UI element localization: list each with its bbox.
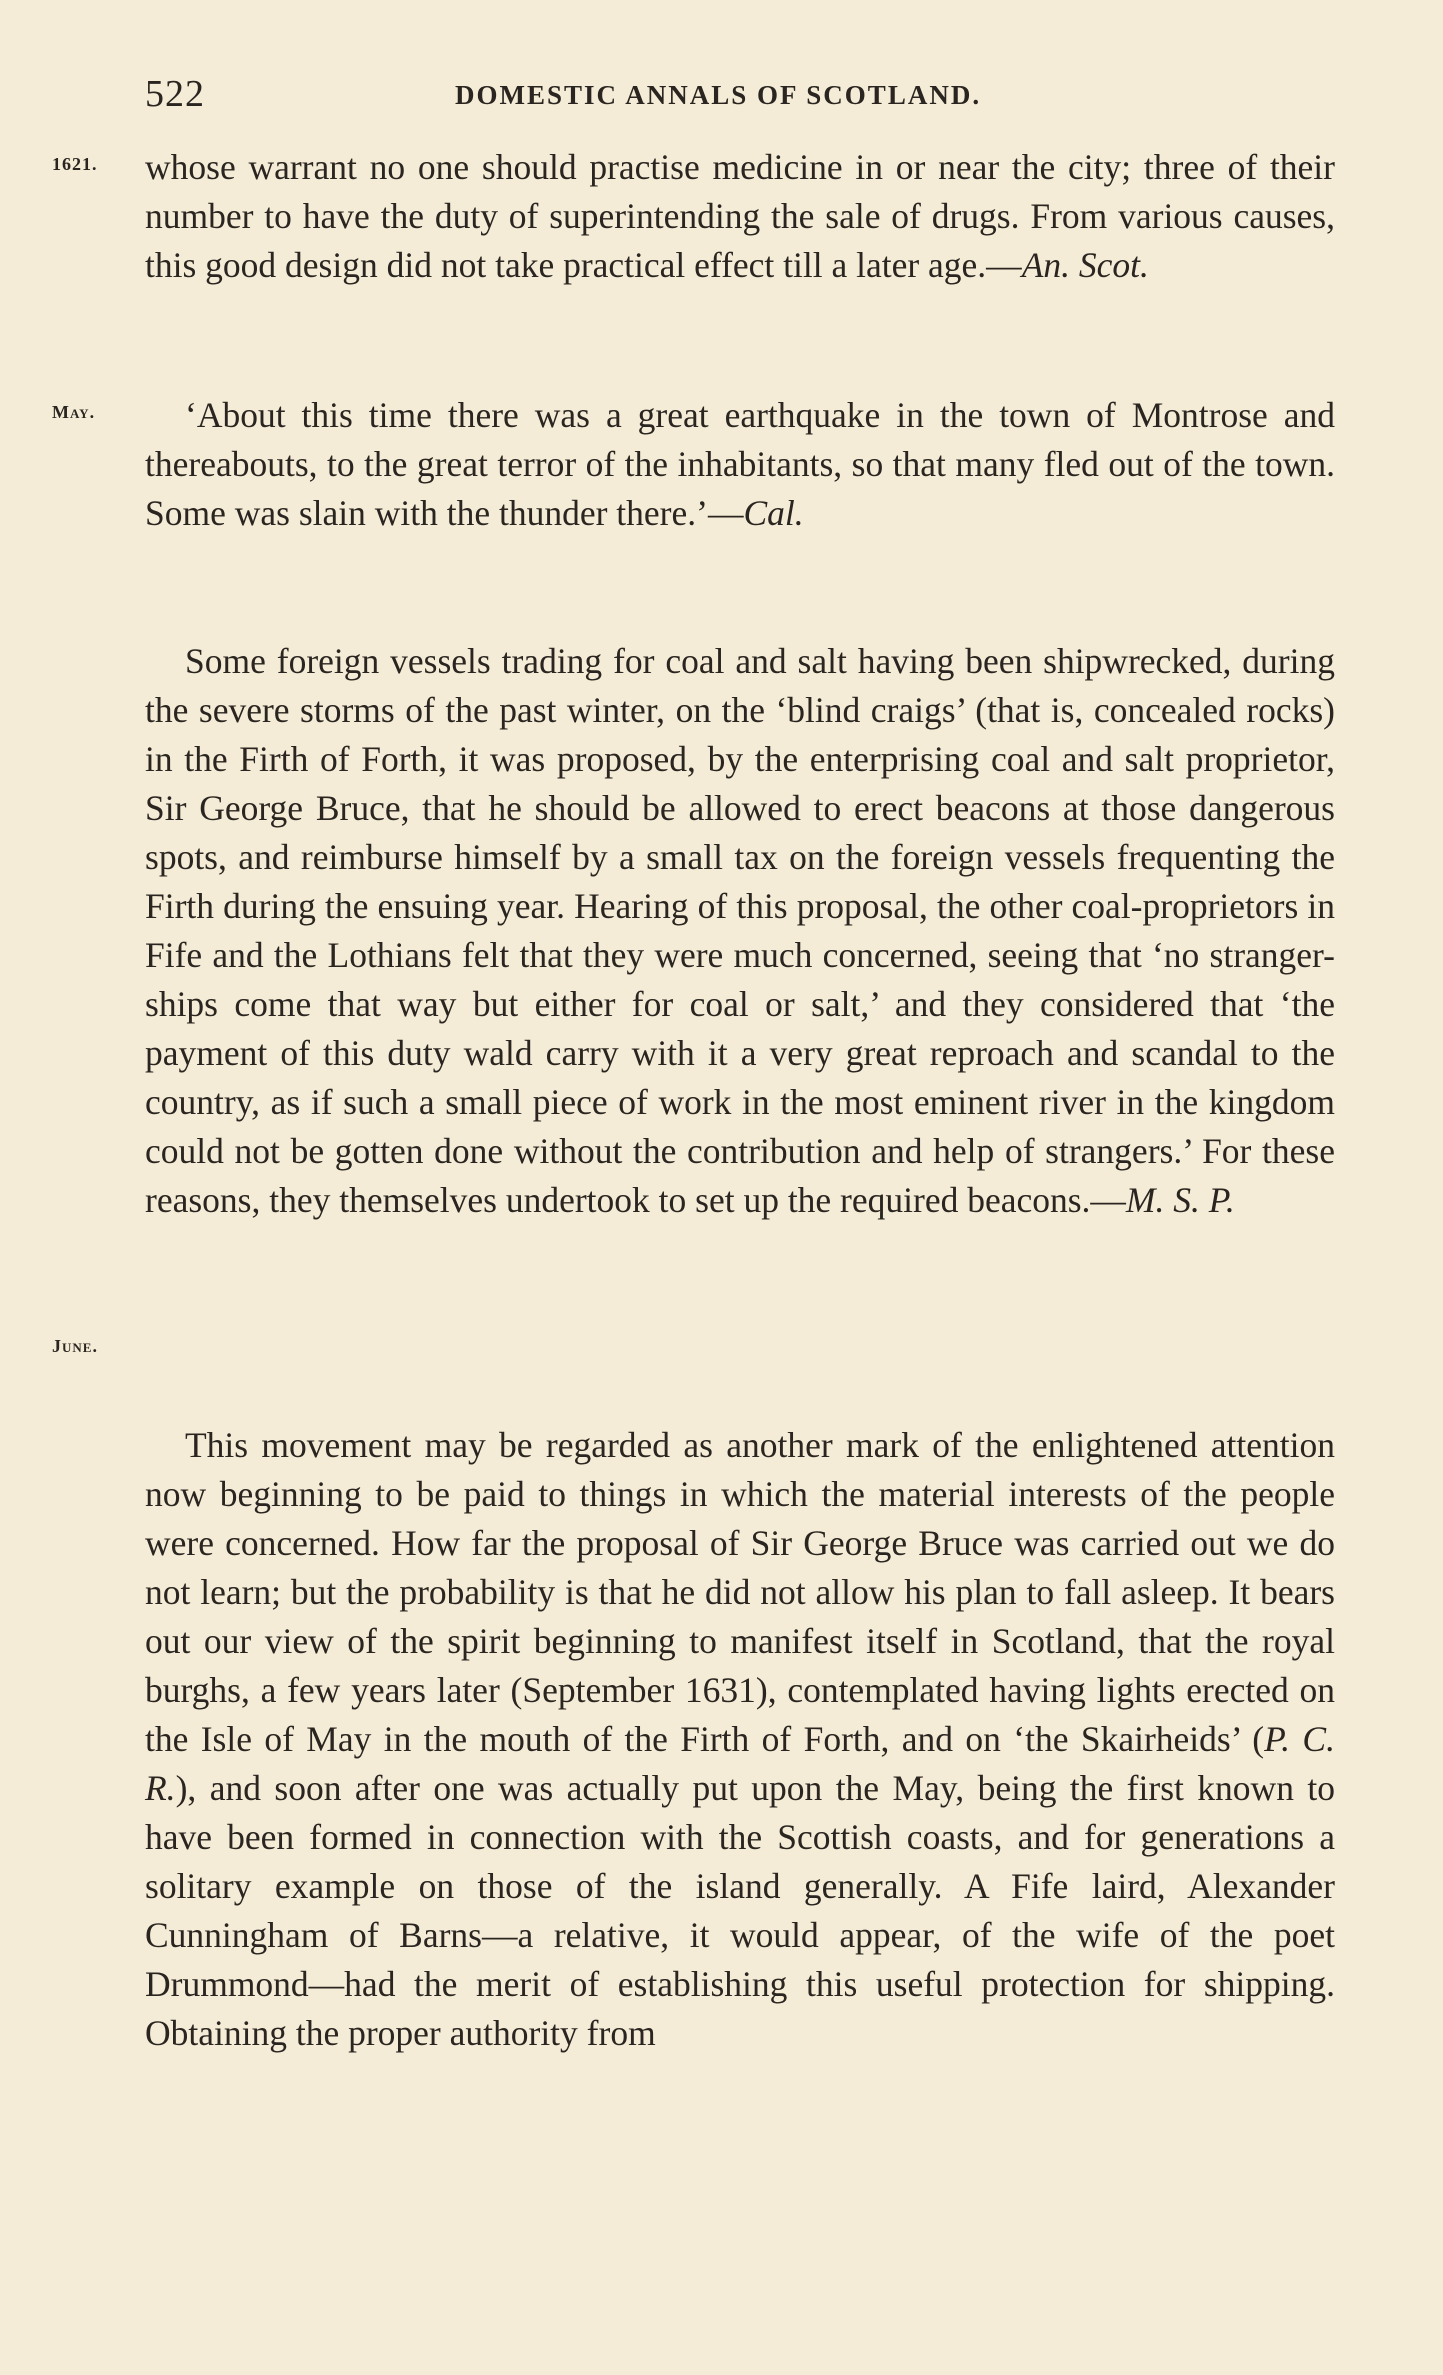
paragraph-text: Some foreign vessels trading for coal and salt having been shipwrecked, during the severe storms of the past winter, on the ‘blind craigs’ (that is, concealed rocks) in the Firth of Forth, it was proposed, by the enterprising coal and salt proprietor, Sir George Bruce, that he should be allowed to erect beacons at those dangerous spots, and reimburse himself by a small tax on the foreign vessels frequenting the Firth during the ensuing year. Hearing of this proposal, the other coal-proprietors in Fife and the Lothians felt that they were much concerned, seeing that ‘no stranger-ships come that way but either for coal or salt,’ and they considered that ‘the payment of this duty wald carry with it a very great reproach and scandal to the country, as if such a small piece of work in the most eminent river in the kingdom could not be gotten done without the contribution and help of strangers.’ For these reasons, they themselves undertook to set up the required beacons.— [145,641,1335,1220]
page-header [145,72,1335,122]
paragraph-text: ‘About this time there was a great earthquake in the town of Montrose and thereabouts, to the great terror of the inhabitants, so that many fled out of the town. Some was slain with the thunder there.’— [145,395,1335,533]
paragraph-text: This movement may be regarded as another mark of the enlightened attention now beginning to be paid to things in which the material interests of the people were concerned. How far the proposal of Sir George Bruce was carried out we do not learn; but the probability is that he did not allow his plan to fall asleep. It bears out our view of the spirit beginning to manifest itself in Scotland, that the royal burghs, a few years later (September 1631), contemplated having lights erected on the Isle of May in the mouth of the Firth of Forth, and on ‘the Skairheids’ ( [145,1425,1335,1759]
paragraph-beacons [145,637,1335,1225]
citation: P. C. R. [145,1719,1335,1808]
paragraph-lighthouse [145,1421,1335,2058]
margin-note-year: 1621. [52,154,98,174]
paragraph-text-continued: ), and soon after one was actually put upon the May, being the first known to have been formed in connection with the Scottish coasts, and for generations a solitary example on those of the island generally. A Fife laird, Alexander Cunningham of Barns—a relative, it would appear, of the wife of the poet Drummond—had the merit of establishing this useful protection for shipping. Obtaining the proper authority from [145,1768,1335,2053]
citation: Cal. [743,493,804,533]
paragraph-text: whose warrant no one should practise medicine in or near the city; three of their number to have the duty of superintending the sale of drugs. From various causes, this good design did not take practical effect till a later age.— [145,147,1335,285]
page-number: 522 [145,73,205,115]
margin-note-june: June. [52,1336,98,1356]
citation: M. S. P. [1125,1180,1235,1220]
paragraph-medicine [145,143,1335,290]
paragraph-earthquake [145,391,1335,538]
margin-note-may: May. [52,402,96,422]
citation: An. Scot. [1021,245,1149,285]
running-head: DOMESTIC ANNALS OF SCOTLAND. [455,80,982,110]
